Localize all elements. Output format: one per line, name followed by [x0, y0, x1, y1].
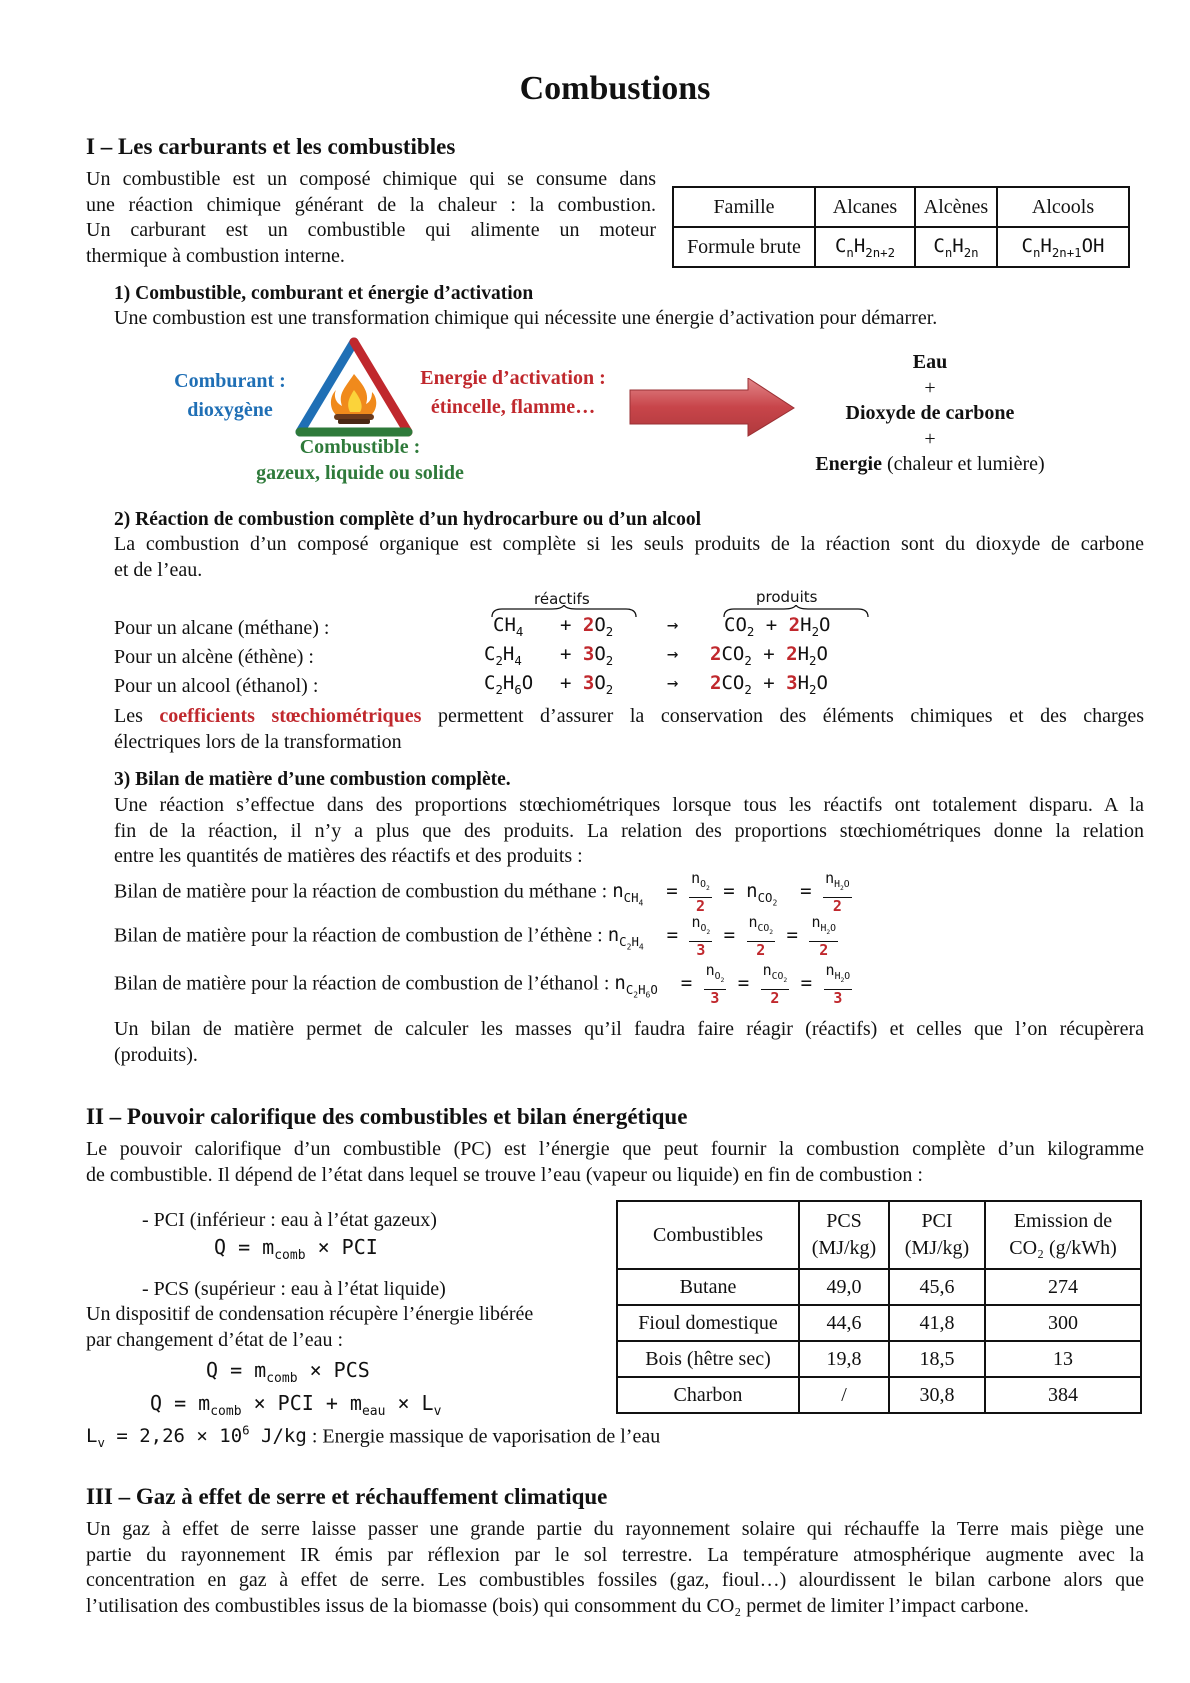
eq-arrow: →	[667, 643, 679, 665]
table-cell: Butane	[617, 1269, 799, 1305]
text-line: de combustible. Il dépend de l’état dans lequel se trouve l’eau (vapeur ou liquide) en fin de combustion :	[86, 1163, 923, 1186]
eq-label-alcane: Pour un alcane (méthane) :	[114, 617, 330, 639]
table-cell: Fioul domestique	[617, 1305, 799, 1341]
condens-text	[86, 1302, 586, 1353]
table-cell: Alcanes	[815, 187, 915, 227]
section-2-text	[86, 1137, 1144, 1188]
text-line: l’utilisation des combustibles issus de la biomasse (bois) qui consomment du CO₂ permet de limiter l’impact carbone.	[86, 1594, 1029, 1617]
table-cell: Famille	[673, 187, 815, 227]
plus-sign: +	[924, 427, 936, 450]
table-cell: Alcools	[997, 187, 1129, 227]
eq-ethene-o2: + $3O_2$	[560, 643, 614, 668]
header-line: (MJ/kg)	[904, 1237, 970, 1259]
table-row	[617, 1269, 1141, 1305]
eq-methane-products: $CO_2 + 2H_2O$	[724, 614, 831, 639]
eq-ethanol-o2: + $3O_2$	[560, 672, 614, 697]
section-1-heading: I – Les carburants et les combustibles	[86, 134, 456, 159]
text-line: La combustion d’un composé organique est complète si les seuls produits de la réaction sont du dioxyde de carbone	[114, 533, 1144, 555]
eq-ethene-reactant: $C_2H_4$	[484, 643, 522, 668]
bilan-label: Bilan de matière pour la réaction de combustion de l’éthène :	[114, 924, 608, 947]
table-cell: 41,8	[889, 1305, 985, 1341]
table-cell: 45,6	[889, 1269, 985, 1305]
page-title: Combustions	[519, 70, 711, 107]
sub2-heading: 2) Réaction de combustion complète d’un hydrocarbure ou d’un alcool	[114, 509, 702, 530]
text-line: Un bilan de matière permet de calculer les masses qu’il faudra faire réagir (réactifs) et celles que l’on récupèrera	[114, 1018, 1144, 1040]
reactifs-label: réactifs	[534, 590, 590, 608]
bilan-methane	[114, 870, 852, 914]
section-1-intro	[86, 167, 656, 269]
section-3-text	[86, 1517, 1144, 1619]
energie-word: Energie	[815, 453, 882, 475]
intro-line: Un combustible est un composé chimique qui se consume dans	[86, 168, 656, 190]
table-header	[799, 1201, 889, 1269]
table-cell: 49,0	[799, 1269, 889, 1305]
eq-ethene-products: $2CO_2 + 2H_2O$	[710, 643, 828, 668]
lv-line: $L_v = 2,26 \times 10^6$ J/kg : Energie massique de vaporisation de l’eau	[86, 1424, 661, 1451]
eq-ethanol-reactant: $C_2H_6O$	[484, 672, 534, 697]
table-cell: 13	[985, 1341, 1141, 1377]
bilan-eq: $n_{C_2H_6O}$ = $\frac{n_{O_2}}{3}$ = $\frac{n_{CO_2}}{2}$ = $\frac{n_{H_2O}}{3}$	[614, 961, 851, 1007]
bilan-ethene	[114, 914, 838, 958]
intro-line: Un carburant est un combustible qui alimente un moteur	[86, 219, 656, 241]
bilan-label: Bilan de matière pour la réaction de combustion du méthane :	[114, 880, 613, 903]
bilan-ethanol	[114, 962, 852, 1006]
intro-line: une réaction chimique générant de la chaleur : la combustion.	[86, 193, 656, 216]
eq-label-alcene: Pour un alcène (éthène) :	[114, 646, 314, 668]
formula-table	[672, 186, 1130, 268]
header-line: PCS	[826, 1210, 862, 1232]
product-energie	[780, 452, 1080, 478]
produits-label: produits	[756, 588, 818, 606]
section-3-heading: III – Gaz à effet de serre et réchauffement climatique	[86, 1484, 608, 1509]
intro-line: thermique à combustion interne.	[86, 244, 345, 267]
sub2-text	[114, 532, 1144, 583]
pc-table	[616, 1200, 1142, 1414]
energie-detail: (chaleur et lumière)	[881, 453, 1045, 475]
eq-methane-reactant: $CH_4$	[493, 614, 524, 639]
energie-label: Energie d’activation :	[420, 367, 606, 389]
text-line: fin de la réaction, il n’y a plus que des produits. La relation des proportions stœchiométriques donne la relation	[114, 819, 1144, 842]
product-co2: Dioxyde de carbone	[845, 402, 1015, 424]
table-header: Combustibles	[617, 1201, 799, 1269]
coef-line: électriques lors de la transformation	[114, 730, 402, 753]
sub3-text	[114, 793, 1144, 870]
text-line: concentration en gaz à effet de serre. Les combustibles fossiles (gaz, fioul…) alourdissent le bilan carbone alors que	[86, 1569, 1144, 1591]
table-cell: 384	[985, 1377, 1141, 1413]
table-cell: Alcènes	[915, 187, 997, 227]
pcs-label: - PCS (supérieur : eau à l’état liquide)	[142, 1278, 446, 1300]
reaction-arrow-icon	[628, 378, 798, 438]
table-cell: 44,6	[799, 1305, 889, 1341]
eq-arrow: →	[667, 672, 679, 694]
header-line: CO₂ (g/kWh)	[1009, 1237, 1117, 1259]
table-cell: 274	[985, 1269, 1141, 1305]
coef-term: coefficients stœchiométriques	[159, 705, 422, 727]
table-cell: Charbon	[617, 1377, 799, 1413]
combustible-label: Combustible :	[299, 436, 421, 458]
table-header	[985, 1201, 1141, 1269]
plus-sign: +	[924, 376, 936, 399]
bilan-label: Bilan de matière pour la réaction de combustion de l’éthanol :	[114, 972, 615, 995]
text: Les	[114, 705, 160, 727]
table-cell: 300	[985, 1305, 1141, 1341]
table-cell: Bois (hêtre sec)	[617, 1341, 799, 1377]
product-eau: Eau	[912, 351, 948, 373]
sub1-text: Une combustion est une transformation chimique qui nécessite une énergie d’activation pour démarrer.	[114, 307, 938, 329]
table-cell: 30,8	[889, 1377, 985, 1413]
header-line: Emission de	[1013, 1210, 1113, 1232]
fire-triangle-icon	[294, 334, 414, 440]
text: permettent d’assurer la conservation des éléments chimiques et des charges	[421, 705, 1144, 727]
eq-ethanol-products: $2CO_2 + 3H_2O$	[710, 672, 828, 697]
pci-latent-formula: $Q = m_{comb}$ × PCI + $m_{eau} \times L_v$	[150, 1391, 442, 1419]
text-line: partie du rayonnement IR émis par réflexion par le sol terrestre. La température atmosphérique augmente avec la	[86, 1543, 1144, 1566]
energie-value: étincelle, flamme…	[430, 396, 596, 418]
eq-arrow: →	[667, 614, 679, 636]
text-line: entre les quantités de matières des réactifs et des produits :	[114, 845, 583, 867]
text-line: Le pouvoir calorifique d’un combustible (PC) est l’énergie que peut fournir la combustion complète d’un kilogramme	[86, 1138, 1144, 1160]
pcs-formula: $Q = m_{comb}$ × PCS	[206, 1358, 370, 1386]
eq-methane-o2: + $2O_2$	[560, 614, 614, 639]
coef-line	[114, 704, 1144, 730]
sub1-heading: 1) Combustible, comburant et énergie d’activation	[114, 283, 534, 304]
products-list	[780, 350, 1080, 478]
coef-text	[114, 704, 1144, 755]
combustible-value: gazeux, liquide ou solide	[256, 462, 464, 484]
section-2-heading: II – Pouvoir calorifique des combustibles et bilan énergétique	[86, 1104, 688, 1129]
header-line: PCI	[921, 1210, 953, 1232]
table-header	[889, 1201, 985, 1269]
lv-text: : Energie massique de vaporisation de l’eau	[306, 1425, 661, 1448]
header-line: (MJ/kg)	[811, 1237, 877, 1259]
pci-label: - PCI (inférieur : eau à l’état gazeux)	[142, 1209, 437, 1231]
eq-label-alcool: Pour un alcool (éthanol) :	[114, 675, 319, 697]
table-cell: 18,5	[889, 1341, 985, 1377]
bilan-eq: $n_{C_2H_4}$ = $\frac{n_{O_2}}{3}$ = $\frac{n_{CO_2}}{2}$ = $\frac{n_{H_2O}}{2}$	[607, 913, 837, 959]
comburant-label: Comburant :	[174, 370, 286, 392]
table-cell: 19,8	[799, 1341, 889, 1377]
comburant-value: dioxygène	[187, 399, 273, 421]
bilan-eq: $n_{CH_4}$ = $\frac{n_{O_2}}{2}$ = $n_{CO_2}$ = $\frac{n_{H_2O}}{2}$	[612, 869, 850, 915]
sub3-heading: 3) Bilan de matière d’une combustion complète.	[114, 769, 511, 790]
table-cell: Formule brute	[673, 227, 815, 267]
pci-formula: $Q = m_{comb}$ × PCI	[214, 1235, 378, 1263]
formula-alcools: $C_nH_{2n+1}OH$	[997, 227, 1129, 267]
text-line: Un dispositif de condensation récupère l’énergie libérée	[86, 1303, 534, 1325]
sub3-conclusion	[114, 1017, 1144, 1068]
table-row	[617, 1377, 1141, 1413]
text-line: Un gaz à effet de serre laisse passer une grande partie du rayonnement solaire qui réchauffe la Terre mais piège une	[86, 1518, 1144, 1540]
table-row	[617, 1305, 1141, 1341]
text-line: et de l’eau.	[114, 558, 203, 581]
formula-alcanes: $C_nH_{2n+2}$	[815, 227, 915, 267]
formula-alcenes: $C_nH_{2n}$	[915, 227, 997, 267]
table-row	[617, 1341, 1141, 1377]
text-line: par changement d’état de l’eau :	[86, 1328, 344, 1351]
table-cell: /	[799, 1377, 889, 1413]
text-line: Une réaction s’effectue dans des proportions stœchiométriques lorsque tous les réactifs ont totalement disparu. A la	[114, 794, 1144, 816]
text-line: (produits).	[114, 1043, 198, 1066]
